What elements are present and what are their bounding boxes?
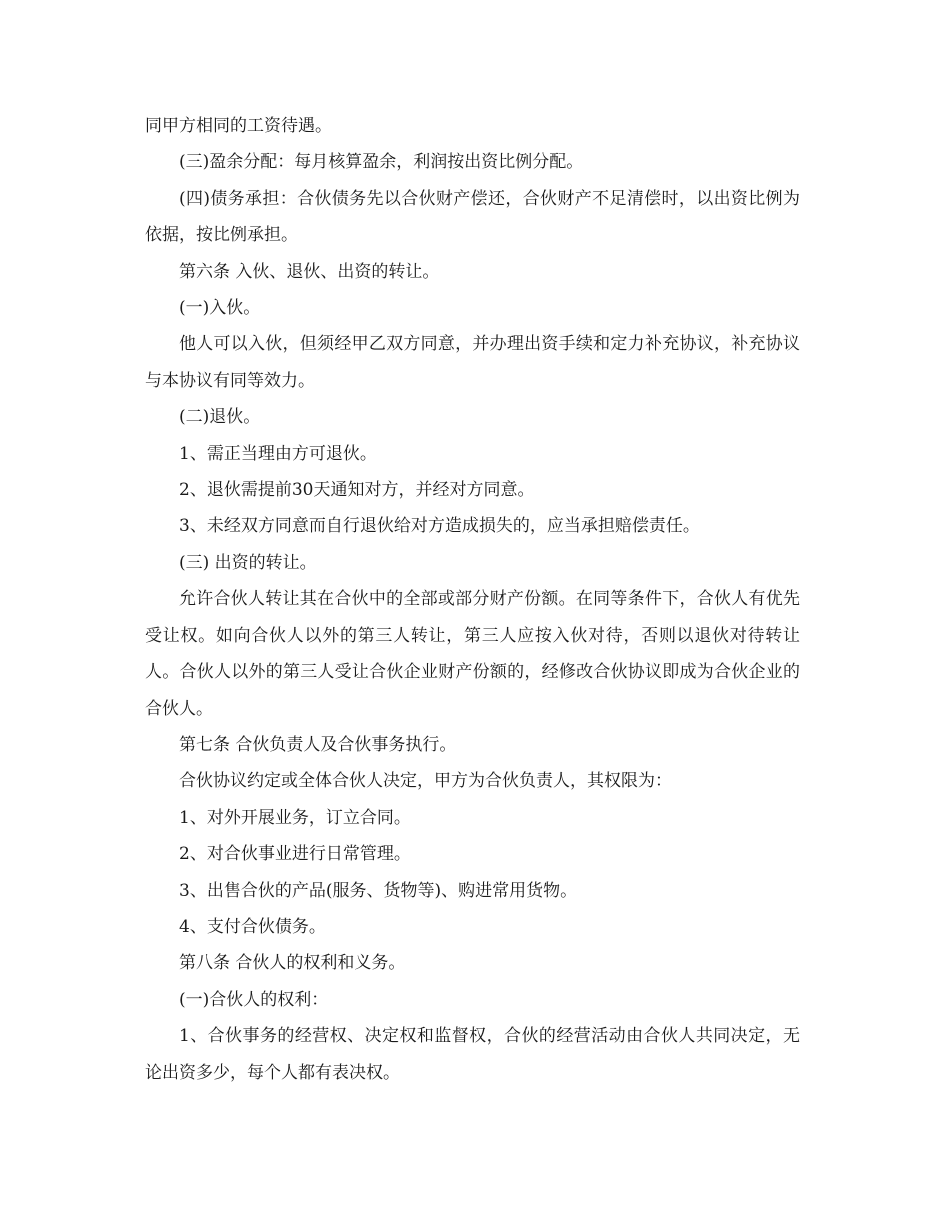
section-heading: 第八条 合伙人的权利和义务。 [179, 953, 406, 974]
list-item: 4、支付合伙债务。 [179, 916, 326, 937]
list-item: 3、未经双方同意而自行退伙给对方造成损失的，应当承担赔偿责任。 [179, 516, 700, 537]
paragraph: 同甲方相同的工资待遇。 [145, 116, 332, 136]
paragraph: 他人可以入伙，但须经甲乙双方同意，并办理出资手续和定力补充协议，补充协议与本协议有同等效力。 [145, 334, 800, 391]
list-item: 1、合伙事务的经营权、决定权和监督权，合伙的经营活动由合伙人共同决定，无论出资多少，每个人都有表决权。 [145, 1026, 800, 1083]
paragraph: (三)盈余分配：每月核算盈余，利润按出资比例分配。 [179, 152, 584, 173]
paragraph: (四)债务承担：合伙债务先以合伙财产偿还，合伙财产不足清偿时，以出资比例为依据，按比例承担。 [145, 188, 800, 246]
subsection-heading: (三) 出资的转让。 [179, 552, 317, 573]
section-heading: 第六条 入伙、退伙、出资的转让。 [179, 261, 440, 282]
list-item: 2、对合伙事业进行日常管理。 [179, 844, 411, 865]
paragraph: 允许合伙人转让其在合伙中的全部或部分财产份额。在同等条件下，合伙人有优先受让权。如向合伙人以外的第三人转让，第三人应按入伙对待，否则以退伙对待转让人。合伙人以外的第三人受让合伙企业财产份额的，经修改合伙协议即成为合伙企业的合伙人。 [145, 589, 800, 719]
list-item: 1、需正当理由方可退伙。 [179, 443, 377, 464]
list-item: 1、对外开展业务，订立合同。 [179, 807, 411, 828]
section-heading: 第七条 合伙负责人及合伙事务执行。 [179, 734, 457, 755]
document-body [145, 108, 800, 1091]
list-item: 2、退伙需提前30天通知对方，并经对方同意。 [179, 480, 535, 501]
subsection-heading: (一)合伙人的权利： [179, 989, 329, 1010]
subsection-heading: (二)退伙。 [179, 407, 261, 428]
list-item: 3、出售合伙的产品(服务、货物等)、购进常用货物。 [179, 880, 578, 901]
subsection-heading: (一)入伙。 [179, 298, 261, 319]
paragraph: 合伙协议约定或全体合伙人决定，甲方为合伙负责人，其权限为： [179, 771, 672, 792]
